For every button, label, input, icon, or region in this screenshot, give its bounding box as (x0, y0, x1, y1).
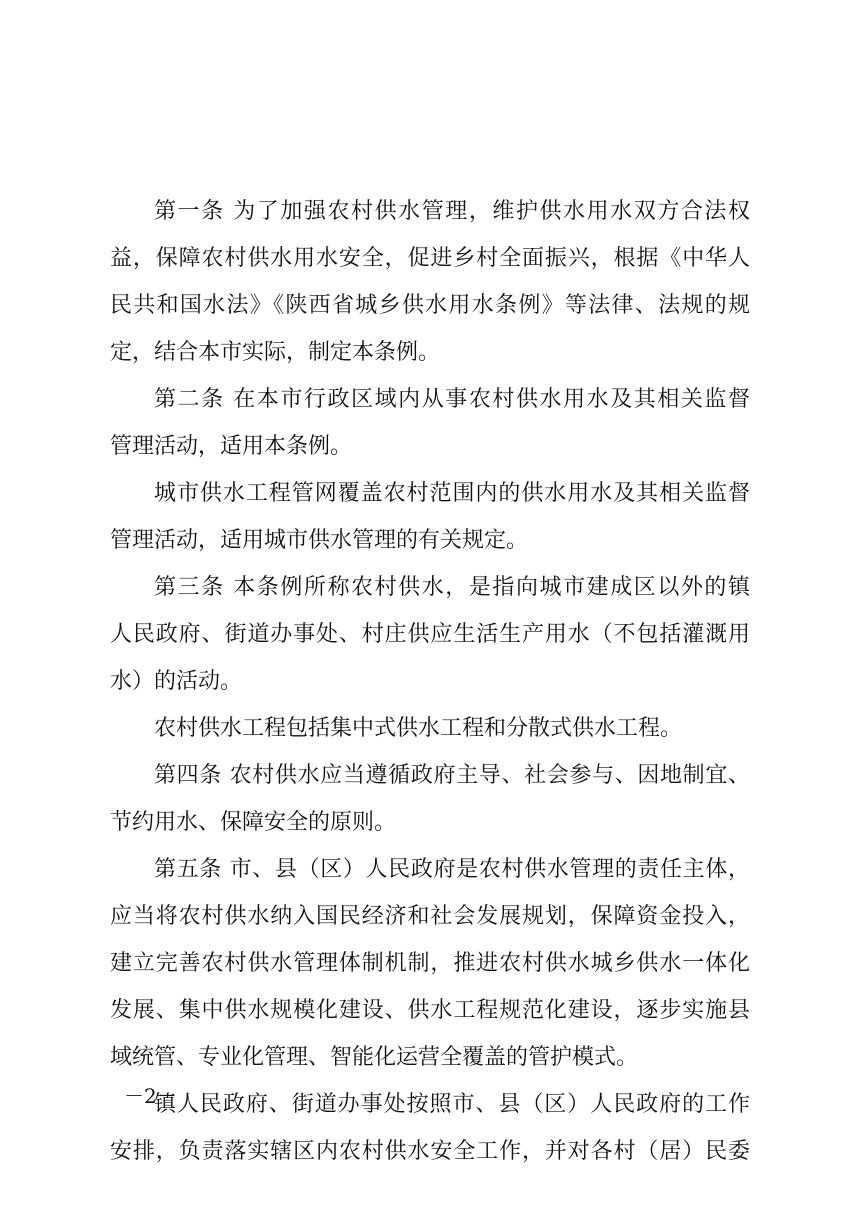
article-5-line-4: 发展、集中供水规模化建设、供水工程规范化建设，逐步实施县 (110, 998, 750, 1023)
article-2-line-2: 管理活动，适用本条例。 (110, 434, 353, 459)
page-number: －2－ (124, 1084, 177, 1108)
article-5-para-2-line-1: 镇人民政府、街道办事处按照市、县（区）人民政府的工作 (154, 1092, 750, 1117)
article-5-line-3: 建立完善农村供水管理体制机制，推进农村供水城乡供水一体化 (110, 951, 750, 976)
article-5-para-2-line-2: 安排，负责落实辖区内农村供水安全工作，并对各村（居）民委 (110, 1139, 750, 1164)
article-3-line-3: 水）的活动。 (110, 669, 243, 694)
article-5-line-5: 域统管、专业化管理、智能化运营全覆盖的管护模式。 (110, 1045, 639, 1070)
article-2-para-2-line-2: 管理活动，适用城市供水管理的有关规定。 (110, 528, 529, 553)
article-2-line-1: 第二条 在本市行政区域内从事农村供水用水及其相关监督 (154, 387, 750, 412)
article-3-para-2-line-1: 农村供水工程包括集中式供水工程和分散式供水工程。 (154, 716, 683, 741)
article-4-line-2: 节约用水、保障安全的原则。 (110, 810, 397, 835)
article-3-line-2: 人民政府、街道办事处、村庄供应生活生产用水（不包括灌溉用 (110, 622, 750, 647)
article-1-line-4: 定，结合本市实际，制定本条例。 (110, 340, 441, 365)
article-3-line-1: 第三条 本条例所称农村供水，是指向城市建成区以外的镇 (154, 575, 750, 600)
article-4-line-1: 第四条 农村供水应当遵循政府主导、社会参与、因地制宜、 (154, 763, 750, 788)
article-1-line-1: 第一条 为了加强农村供水管理，维护供水用水双方合法权 (154, 199, 750, 224)
article-5-line-2: 应当将农村供水纳入国民经济和社会发展规划，保障资金投入， (110, 904, 750, 929)
article-1-line-3: 民共和国水法》《陕西省城乡供水用水条例》等法律、法规的规 (110, 293, 750, 318)
article-2-para-2-line-1: 城市供水工程管网覆盖农村范围内的供水用水及其相关监督 (154, 481, 750, 506)
article-5-line-1: 第五条 市、县（区）人民政府是农村供水管理的责任主体， (154, 857, 750, 882)
article-1-line-2: 益，保障农村供水用水安全，促进乡村全面振兴，根据《中华人 (110, 246, 750, 271)
